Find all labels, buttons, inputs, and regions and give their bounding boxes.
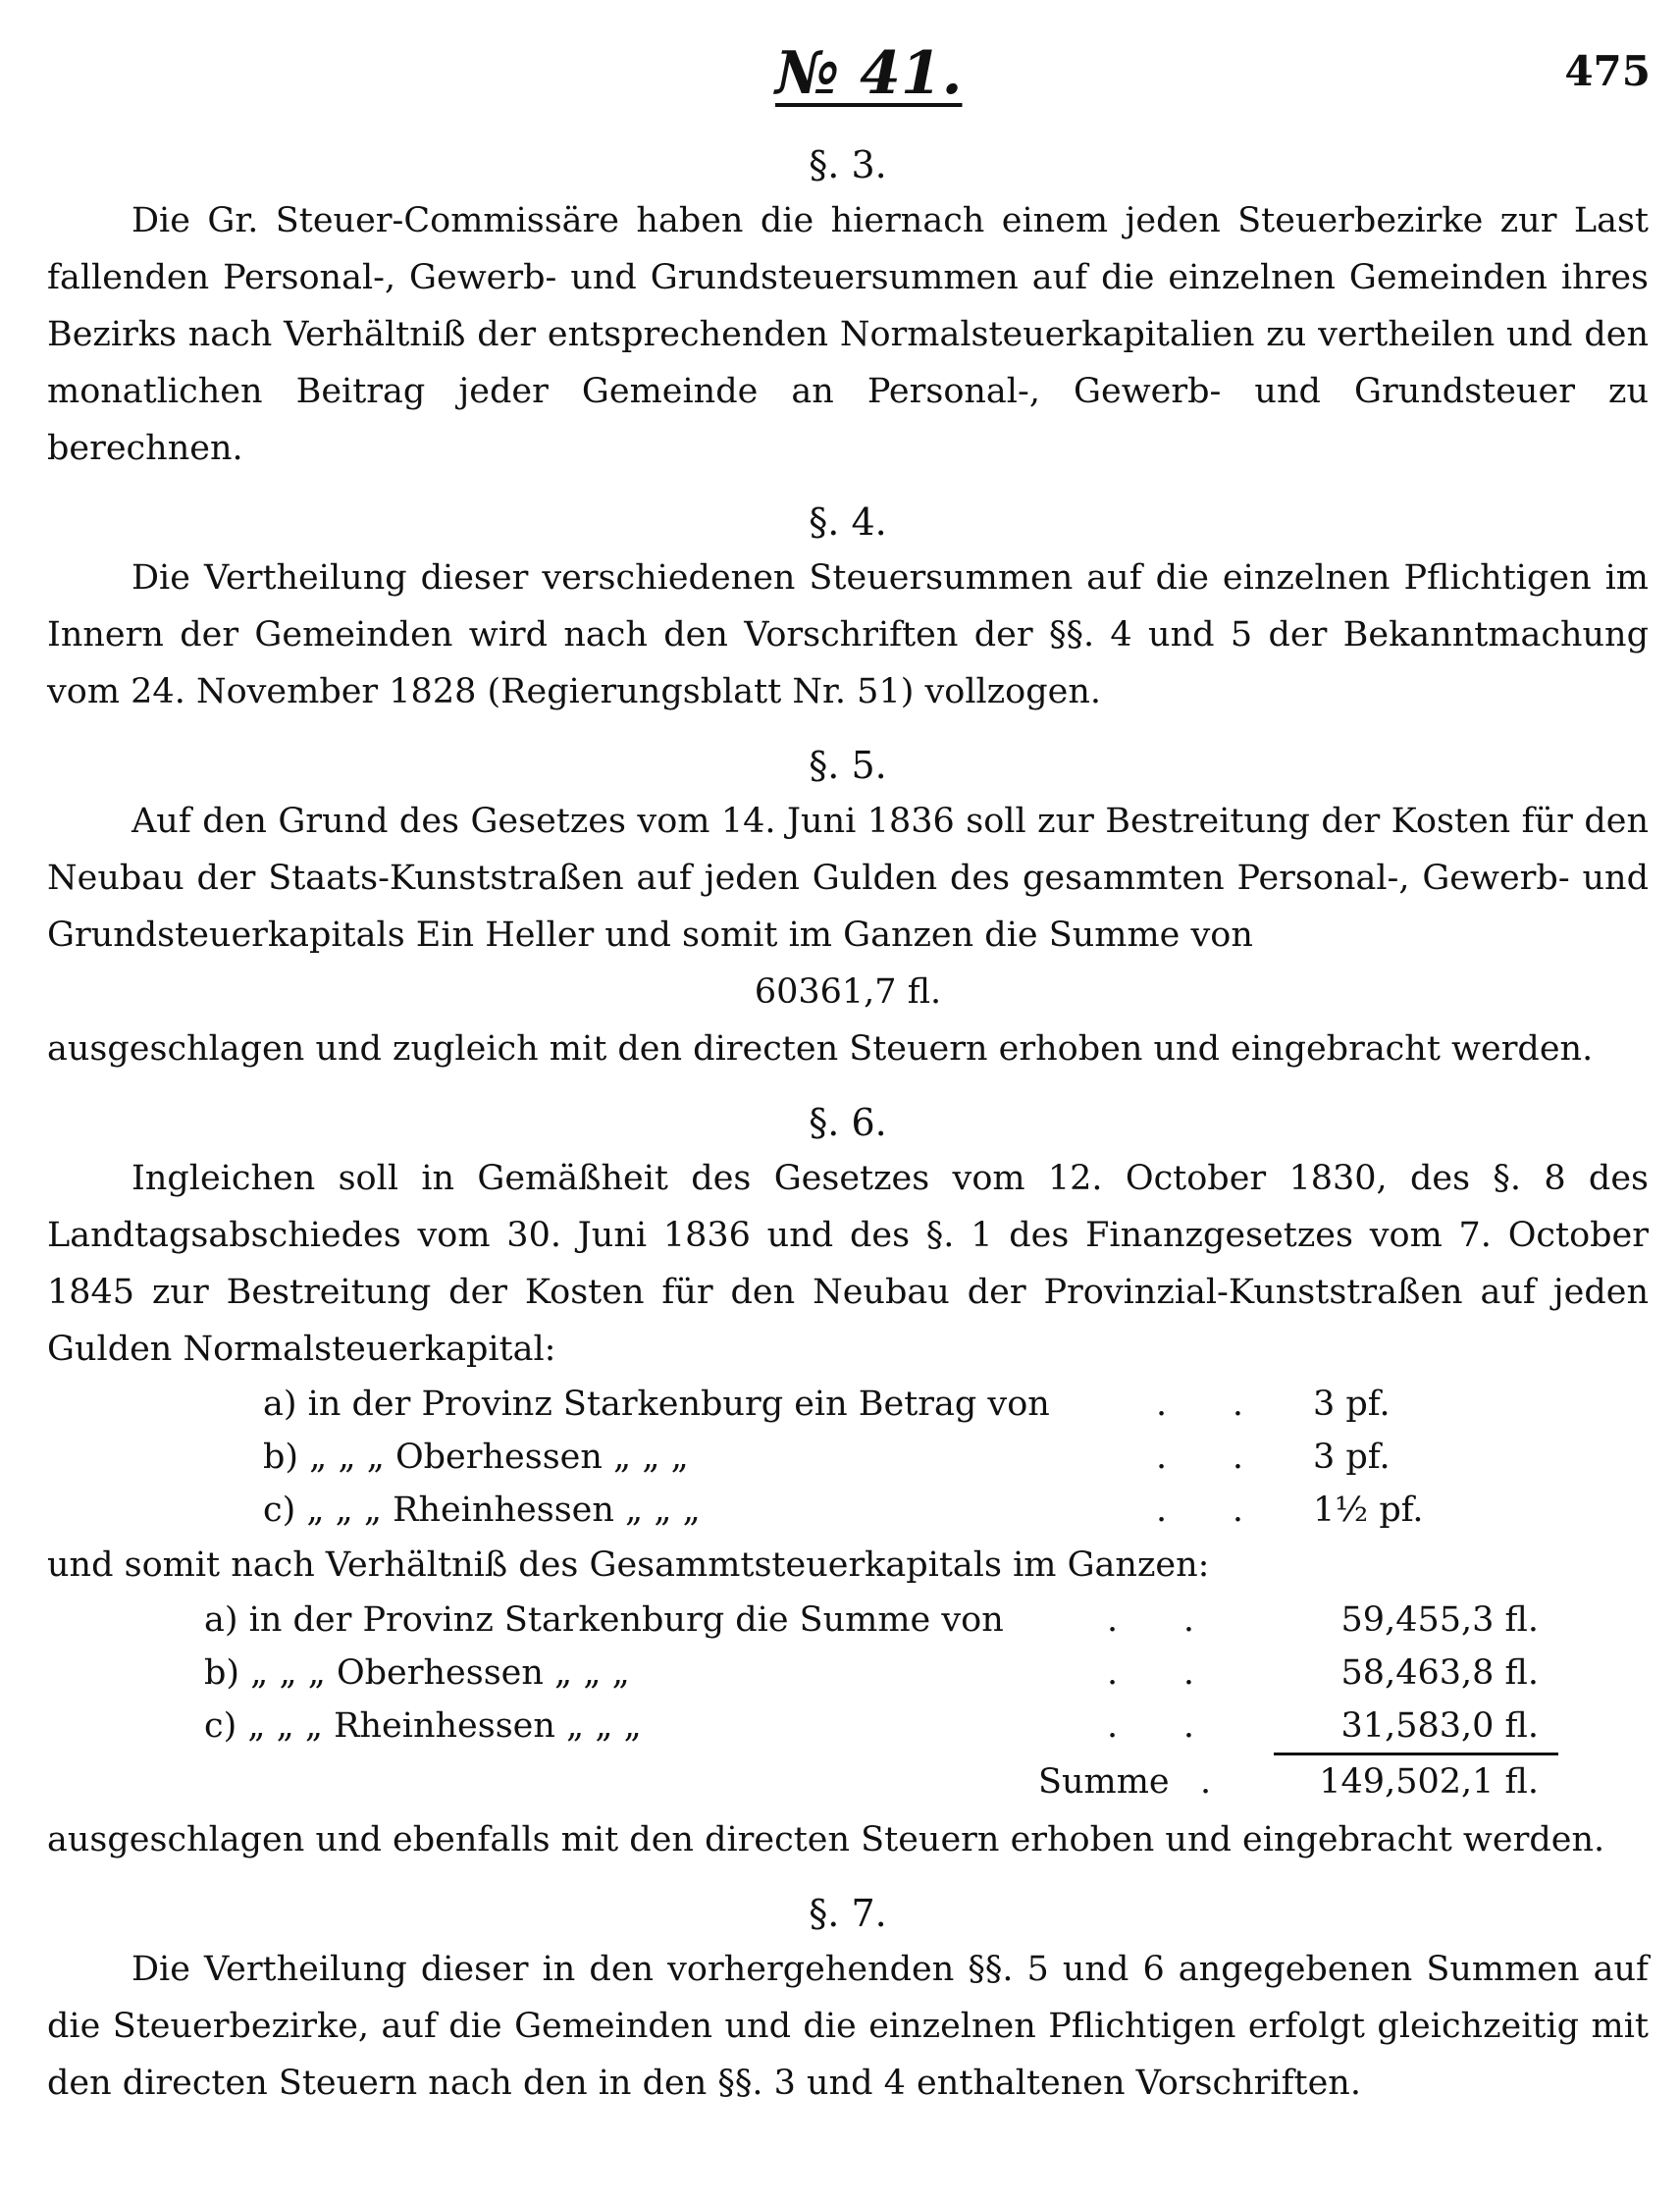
sum-label: c) „ „ „ Rheinhessen „ „ „ (204, 1706, 642, 1746)
leader-dots: . . (1107, 1653, 1195, 1693)
rate-label: b) „ „ „ Oberhessen „ „ „ (263, 1438, 689, 1477)
section-heading: §. 6. (809, 1101, 887, 1144)
sum-value: 58,463,8 fl. (1340, 1653, 1539, 1693)
section-6 (47, 1095, 1649, 1868)
leader-dots: . . (1156, 1385, 1244, 1424)
rate-label: a) in der Provinz Starkenburg ein Betrag von (263, 1385, 1050, 1424)
leader-dots: . (1200, 1762, 1212, 1802)
rate-value: 3 pf. (1313, 1438, 1391, 1477)
section-3 (47, 137, 1649, 477)
total-label: Summe (1038, 1762, 1170, 1802)
sums-intro: und somit nach Verhältniß des Gesammtsteuerkapitals im Ganzen: (47, 1545, 1210, 1585)
section-heading: §. 4. (809, 500, 887, 544)
section-text: Die Vertheilung dieser verschiedenen Steuersummen auf die einzelnen Pflichtigen im Innern der Gemeinden wird nach den Vorschriften der §§. 4 und 5 der Bekanntmachung vom 24. November 1828 (Regierungsblatt Nr. 51) vollzogen. (47, 558, 1649, 711)
total-row (47, 1753, 1649, 1811)
section-heading: §. 5. (809, 744, 887, 787)
sum-row (47, 1594, 1649, 1647)
sum-label: b) „ „ „ Oberhessen „ „ „ (204, 1653, 630, 1693)
sum-label: a) in der Provinz Starkenburg die Summe von (204, 1600, 1004, 1640)
total-value: 149,502,1 fl. (1319, 1762, 1539, 1802)
levy-amount: 60361,7 fl. (754, 972, 942, 1012)
leader-dots: . . (1107, 1600, 1195, 1640)
page-header (0, 39, 1680, 108)
rate-value: 1½ pf. (1313, 1491, 1424, 1530)
sums-list (47, 1594, 1649, 1811)
sum-row (47, 1700, 1649, 1753)
rate-row (47, 1431, 1649, 1484)
section-text: Auf den Grund des Gesetzes vom 14. Juni 1836 soll zur Bestreitung der Kosten für den Neubau der Staats-Kunststraßen auf jeden Gulden des gesammten Personal-, Gewerb- und Grundsteuerkapitals Ein Heller und somit im Ganzen die Summe von (47, 802, 1649, 955)
section-closing: ausgeschlagen und ebenfalls mit den directen Steuern erhoben und eingebracht werden. (47, 1820, 1605, 1859)
section-text: Die Vertheilung dieser in den vorhergehenden §§. 5 und 6 angegebenen Summen auf die Steuerbezirke, auf die Gemeinden und die einzelnen Pflichtigen erfolgt gleichzeitig mit den directen Steuern nach den in den §§. 3 und 4 enthaltenen Vorschriften. (47, 1950, 1649, 2103)
section-7 (47, 1886, 1649, 2112)
sum-row (47, 1647, 1649, 1700)
leader-dots: . . (1156, 1438, 1244, 1477)
sum-value: 31,583,0 fl. (1340, 1706, 1539, 1746)
rate-row (47, 1484, 1649, 1537)
rate-value: 3 pf. (1313, 1385, 1391, 1424)
sum-value: 59,455,3 fl. (1340, 1600, 1539, 1640)
rate-row (47, 1378, 1649, 1431)
section-5 (47, 738, 1649, 1077)
leader-dots: . . (1156, 1491, 1244, 1530)
section-closing: ausgeschlagen und zugleich mit den directen Steuern erhoben und eingebracht werden. (47, 1029, 1594, 1069)
rates-list (47, 1378, 1649, 1537)
section-heading: §. 7. (809, 1892, 887, 1935)
section-4 (47, 495, 1649, 720)
section-heading: §. 3. (809, 143, 887, 186)
leader-dots: . . (1107, 1706, 1195, 1746)
section-text: Die Gr. Steuer-Commissäre haben die hiernach einem jeden Steuerbezirke zur Last fallenden Personal-, Gewerb- und Grundsteuersummen auf die einzelnen Gemeinden ihres Bezirks nach Verhältniß der entsprechenden Normalsteuerkapitalien zu vertheilen und den monatlichen Beitrag jeder Gemeinde an Personal-, Gewerb- und Grundsteuer zu berechnen. (47, 201, 1649, 468)
page-body (47, 137, 1649, 2129)
page-number: 475 (1564, 47, 1651, 95)
rate-label: c) „ „ „ Rheinhessen „ „ „ (263, 1491, 701, 1530)
issue-number: № 41. (775, 39, 963, 108)
section-text: Ingleichen soll in Gemäßheit des Gesetzes vom 12. October 1830, des §. 8 des Landtagsabschiedes vom 30. Juni 1836 und des §. 1 des Finanzgesetzes vom 7. October 1845 zur Bestreitung der Kosten für den Neubau der Provinzial-Kunststraßen auf jeden Gulden Normalsteuerkapital: (47, 1159, 1649, 1369)
